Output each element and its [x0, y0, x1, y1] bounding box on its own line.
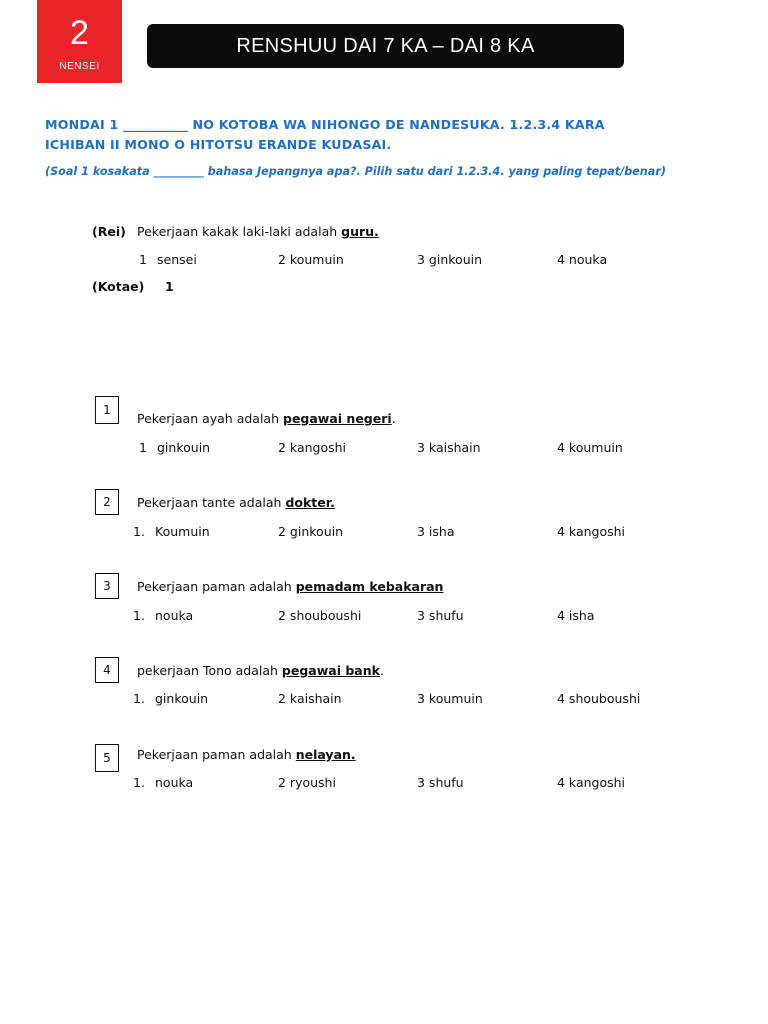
question-keyword: pegawai negeri: [283, 411, 392, 426]
page-title: RENSHUU DAI 7 KA – DAI 8 KA: [236, 34, 535, 57]
option-2: 2 shouboushi: [278, 608, 362, 623]
option-1-number: 1.: [133, 691, 145, 706]
option-3: 3 shufu: [417, 608, 464, 623]
page-title-bar: [147, 24, 624, 68]
question-text: [137, 495, 335, 510]
question-text: [137, 663, 384, 678]
instruction-line-1: MONDAI 1 __________ NO KOTOBA WA NIHONGO DE NANDESUKA. 1.2.3.4 KARA: [45, 117, 605, 132]
question-text-before: Pekerjaan ayah adalah: [137, 411, 283, 426]
option-1-number: 1.: [133, 608, 145, 623]
question-keyword: dokter.: [285, 495, 335, 510]
option-1: nouka: [155, 775, 194, 790]
question-number-box: [95, 489, 119, 515]
option-1-number: 1.: [133, 524, 145, 539]
option-2: 2 kaishain: [278, 691, 342, 706]
question-number: 3: [103, 579, 111, 593]
answer-value: 1: [165, 279, 174, 294]
grade-label: NENSEI: [59, 61, 100, 72]
question-number-box: [95, 396, 119, 424]
option-1: ginkouin: [155, 691, 209, 706]
example-option-1-number: 1: [139, 252, 147, 267]
question-text-after: .: [391, 411, 396, 426]
question-text-before: Pekerjaan tante adalah: [137, 495, 286, 510]
option-1-number: 1: [139, 440, 147, 455]
question-text: [137, 579, 443, 594]
question-text-before: Pekerjaan paman adalah: [137, 747, 296, 762]
question-number-box: [95, 573, 119, 599]
example-option-2: 2 koumuin: [278, 252, 344, 267]
example-label: (Rei): [92, 224, 126, 239]
question-number: 4: [103, 663, 111, 677]
grade-badge: [37, 0, 122, 83]
option-4: 4 shouboushi: [557, 691, 641, 706]
question-number-box: [95, 744, 119, 772]
example-option-1: sensei: [157, 252, 197, 267]
option-1: ginkouin: [157, 440, 211, 455]
instructions: [45, 115, 725, 155]
option-4: 4 kangoshi: [557, 775, 626, 790]
example-option-4: 4 nouka: [557, 252, 608, 267]
option-4: 4 koumuin: [557, 440, 623, 455]
option-2: 2 kangoshi: [278, 440, 347, 455]
grade-number: 2: [70, 14, 89, 52]
example-text: [137, 224, 379, 239]
option-3: 3 koumuin: [417, 691, 483, 706]
question-text-before: pekerjaan Tono adalah: [137, 663, 282, 678]
option-1: nouka: [155, 608, 194, 623]
question-keyword: nelayan.: [295, 747, 356, 762]
question-number: 5: [103, 751, 111, 765]
question-keyword: pegawai bank: [281, 663, 380, 678]
question-number: 1: [103, 403, 111, 417]
option-3: 3 kaishain: [417, 440, 481, 455]
option-3: 3 isha: [417, 524, 455, 539]
question-number: 2: [103, 495, 111, 509]
example-keyword: guru.: [341, 224, 379, 239]
question-text: [137, 411, 396, 426]
question-text: [137, 747, 356, 762]
example-text-before: Pekerjaan kakak laki-laki adalah: [137, 224, 342, 239]
option-3: 3 shufu: [417, 775, 464, 790]
instruction-line-2: ICHIBAN II MONO O HITOTSU ERANDE KUDASAI.: [45, 137, 392, 152]
example-option-3: 3 ginkouin: [417, 252, 483, 267]
answer-label: (Kotae): [92, 279, 145, 294]
option-2: 2 ryoushi: [278, 775, 336, 790]
option-4: 4 kangoshi: [557, 524, 626, 539]
question-text-after: .: [379, 663, 384, 678]
option-2: 2 ginkouin: [278, 524, 344, 539]
question-keyword: pemadam kebakaran: [295, 579, 444, 594]
instruction-translation: (Soal 1 kosakata _________ bahasa Jepangnya apa?. Pilih satu dari 1.2.3.4. yang paling tepat/benar): [45, 165, 666, 178]
question-text-before: Pekerjaan paman adalah: [137, 579, 296, 594]
option-4: 4 isha: [557, 608, 595, 623]
question-number-box: [95, 657, 119, 683]
option-1-number: 1.: [133, 775, 145, 790]
option-1: Koumuin: [155, 524, 210, 539]
